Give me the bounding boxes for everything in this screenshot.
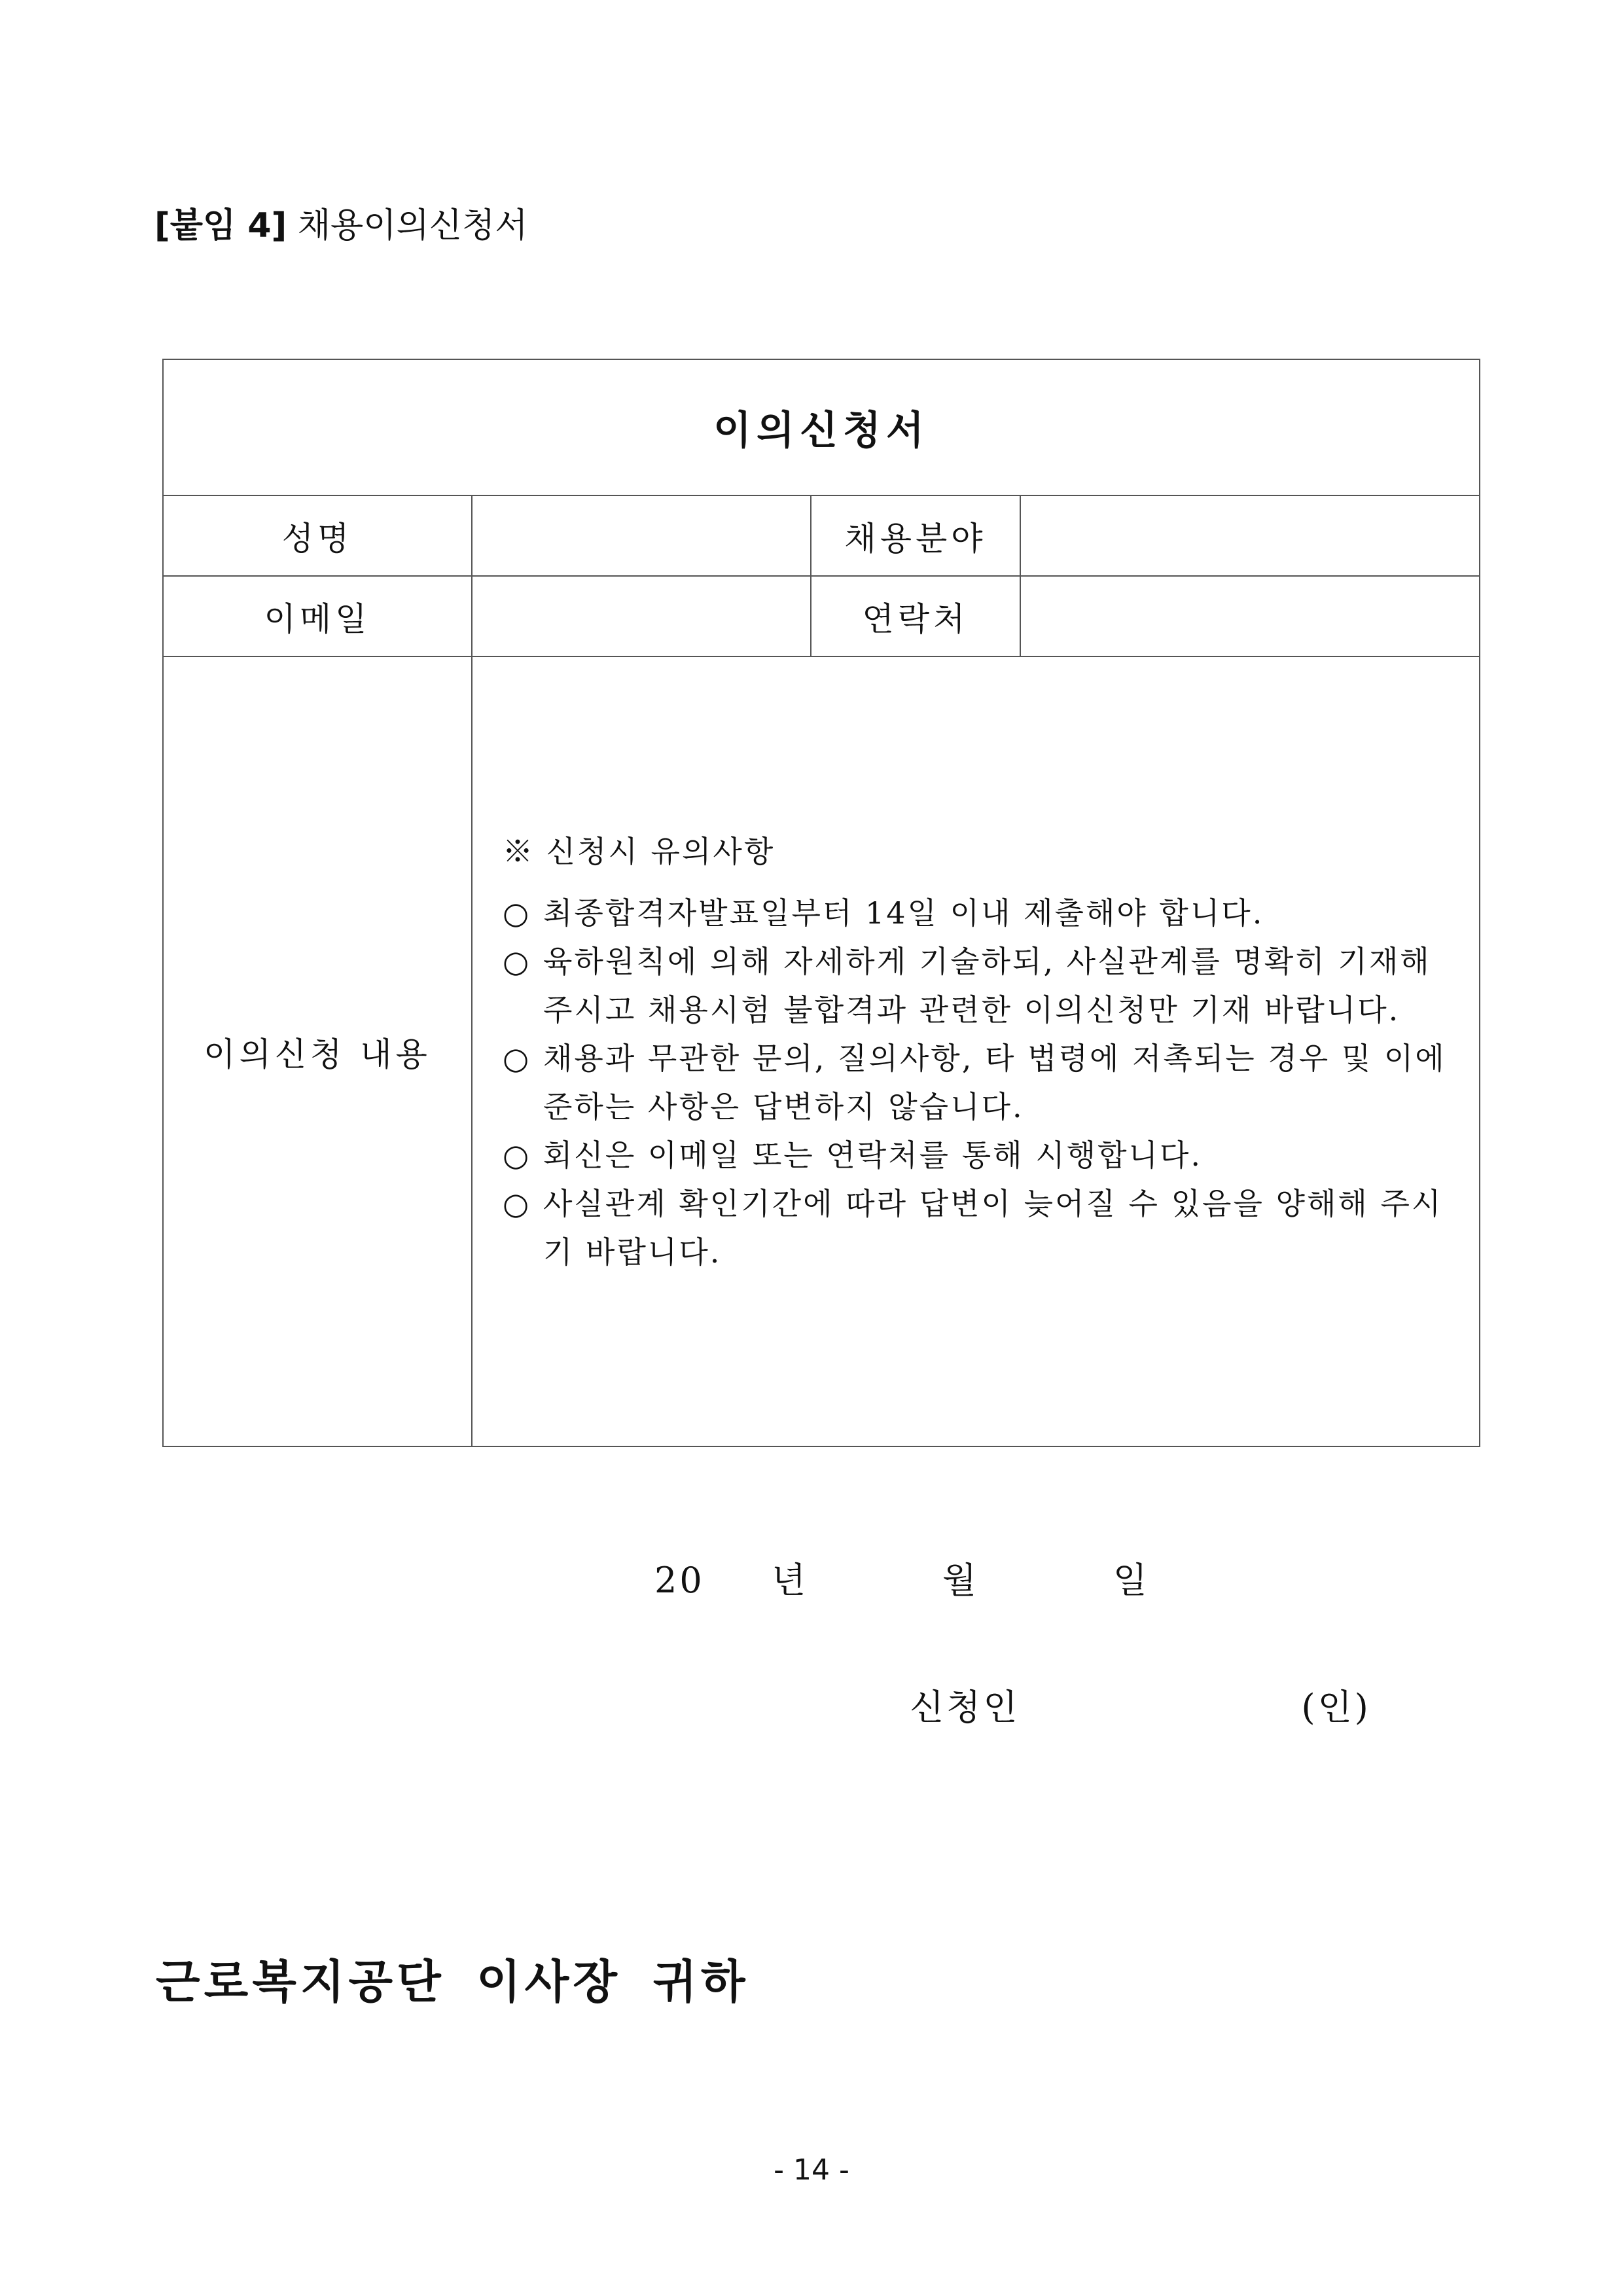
addressee: 근로복지공단 이사장 귀하 [156, 1954, 749, 2009]
circle-bullet-icon: ○ [503, 1137, 531, 1173]
circle-bullet-icon: ○ [503, 1040, 531, 1076]
note-text: 채용과 무관한 문의, 질의사항, 타 법령에 저촉되는 경우 및 이에 준하는 사항은 답변하지 않습니다. [543, 1040, 1446, 1124]
circle-bullet-icon: ○ [503, 1185, 531, 1221]
content-field[interactable] [472, 656, 1480, 1446]
note-item [503, 937, 1459, 1034]
page-number: - 14 - [774, 2153, 849, 2187]
content-label: 이의신청 내용 [163, 656, 472, 1446]
note-text: 사실관계 확인기간에 따라 답변이 늦어질 수 있음을 양해해 주시기 바랍니다. [543, 1185, 1443, 1270]
contact-field[interactable] [1020, 576, 1480, 656]
recruitment-field-input[interactable] [1020, 495, 1480, 576]
circle-bullet-icon: ○ [503, 943, 531, 979]
contact-label: 연락처 [811, 576, 1020, 656]
seal-mark: (인) [1301, 1687, 1371, 1728]
date-line: 20 년 월 일 [654, 1560, 1150, 1601]
note-item [503, 1034, 1459, 1131]
notes-block [503, 827, 1459, 1276]
note-text: 회신은 이메일 또는 연락처를 통해 시행합니다. [543, 1137, 1203, 1173]
attachment-title: 채용이의신청서 [297, 206, 528, 245]
note-item [503, 1179, 1459, 1276]
note-item [503, 1131, 1459, 1179]
email-field[interactable] [472, 576, 811, 656]
recruitment-field-label: 채용분야 [811, 495, 1020, 576]
email-label: 이메일 [163, 576, 472, 656]
attachment-tag: [붙임 4] [154, 206, 287, 245]
note-text: 육하원칙에 의해 자세하게 기술하되, 사실관계를 명확히 기재해 주시고 채용시험 불합격과 관련한 이의신청만 기재 바랍니다. [543, 943, 1431, 1028]
form-title: 이의신청서 [163, 359, 1480, 495]
name-label: 성명 [163, 495, 472, 576]
notes-title: ※ 신청시 유의사항 [503, 833, 776, 869]
note-text: 최종합격자발표일부터 14일 이내 제출해야 합니다. [543, 895, 1264, 931]
objection-form [162, 359, 1480, 1447]
circle-bullet-icon: ○ [503, 895, 531, 931]
applicant-signature [910, 1679, 1371, 1730]
name-field[interactable] [472, 495, 811, 576]
attachment-heading [154, 198, 527, 247]
applicant-label: 신청인 [910, 1687, 1020, 1728]
note-item [503, 889, 1459, 937]
